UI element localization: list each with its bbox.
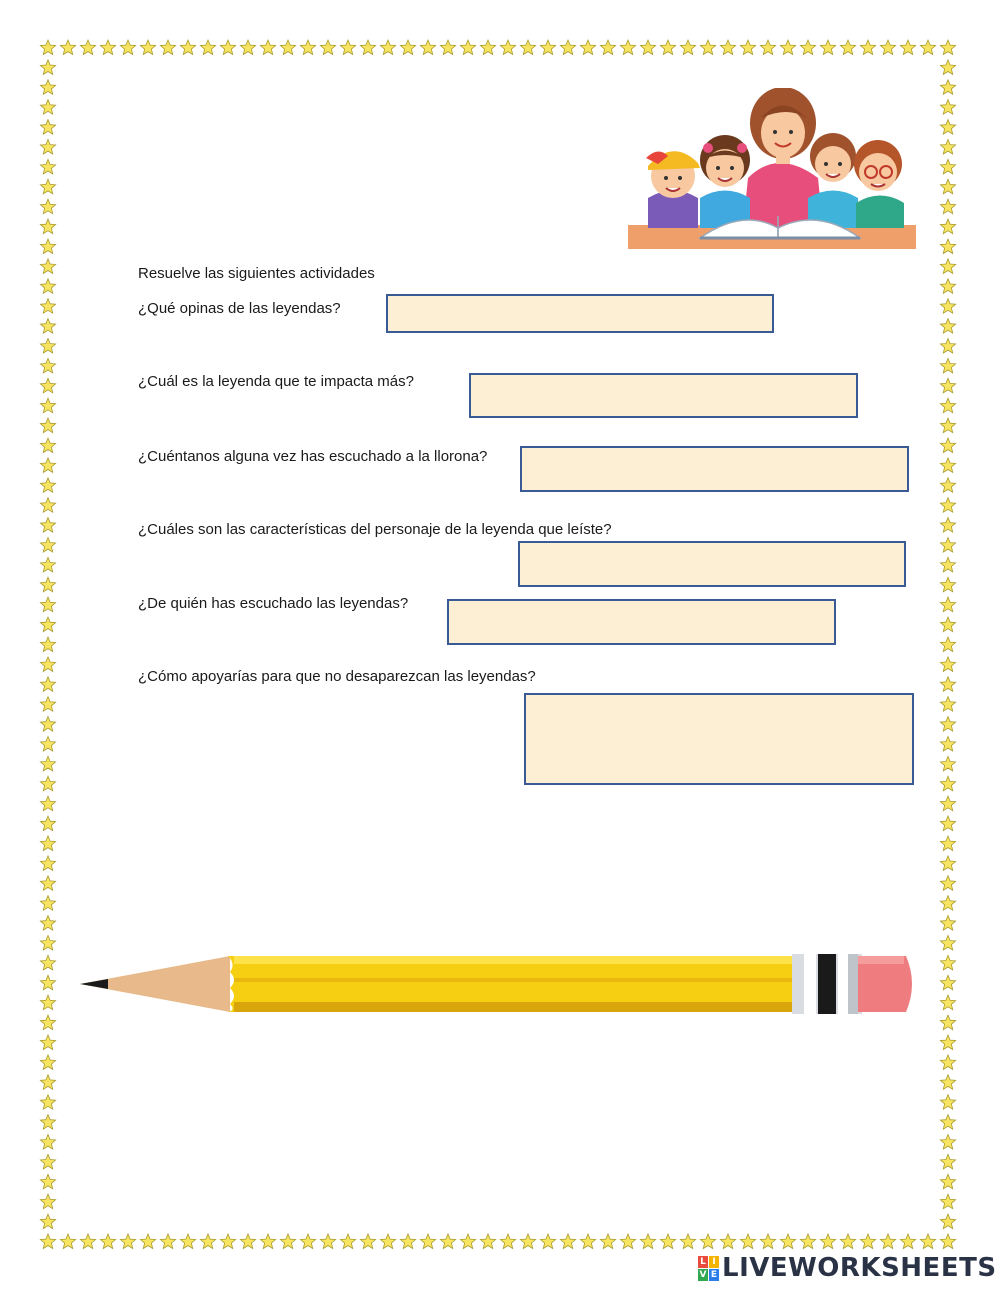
star-icon — [840, 40, 855, 55]
star-icon — [580, 40, 595, 55]
star-icon — [940, 259, 955, 274]
logo-letter-v: V — [699, 1269, 707, 1280]
star-icon — [240, 40, 255, 55]
answer-3-field[interactable] — [520, 446, 909, 492]
star-icon — [940, 199, 955, 214]
star-icon — [540, 1234, 555, 1249]
star-icon — [640, 1234, 655, 1249]
star-icon — [940, 856, 955, 871]
star-icon — [700, 40, 715, 55]
star-icon — [940, 717, 955, 732]
star-icon — [40, 1055, 55, 1070]
star-icon — [40, 100, 55, 115]
star-icon — [940, 1055, 955, 1070]
star-icon — [40, 120, 55, 135]
star-icon — [80, 1234, 95, 1249]
star-icon — [940, 916, 955, 931]
logo-letter-i: I — [709, 1256, 719, 1268]
star-icon — [940, 657, 955, 672]
star-icon — [940, 358, 955, 373]
star-icon — [40, 796, 55, 811]
question-5-label: ¿De quién has escuchado las leyendas? — [138, 595, 409, 612]
star-icon — [40, 80, 55, 95]
star-icon — [40, 438, 55, 453]
child-glasses-figure — [854, 140, 904, 228]
star-icon — [600, 40, 615, 55]
star-icon — [40, 1194, 55, 1209]
star-icon — [940, 279, 955, 294]
star-icon — [940, 776, 955, 791]
star-icon — [40, 916, 55, 931]
star-icon — [780, 40, 795, 55]
star-icon — [940, 40, 955, 55]
star-icon — [40, 677, 55, 692]
star-icon — [940, 219, 955, 234]
question-3-label: ¿Cuéntanos alguna vez has escuchado a la llorona? — [138, 448, 488, 465]
star-icon — [800, 40, 815, 55]
star-icon — [300, 40, 315, 55]
star-icon — [940, 120, 955, 135]
star-icon — [940, 1194, 955, 1209]
answer-6-field[interactable] — [524, 693, 914, 785]
star-icon — [400, 1234, 415, 1249]
star-icon — [440, 40, 455, 55]
star-icon — [40, 756, 55, 771]
star-icon — [120, 40, 135, 55]
star-icon — [940, 677, 955, 692]
star-icon — [560, 1234, 575, 1249]
star-icon — [100, 1234, 115, 1249]
star-icon — [940, 936, 955, 951]
star-icon — [760, 40, 775, 55]
star-icon — [340, 1234, 355, 1249]
star-icon — [680, 1234, 695, 1249]
star-icon — [260, 40, 275, 55]
answer-1-field[interactable] — [386, 294, 774, 333]
star-icon — [40, 219, 55, 234]
star-icon — [620, 1234, 635, 1249]
star-icon — [940, 478, 955, 493]
star-icon — [620, 40, 635, 55]
star-icon — [280, 40, 295, 55]
star-icon — [740, 40, 755, 55]
star-icon — [40, 936, 55, 951]
star-icon — [40, 199, 55, 214]
star-icon — [40, 1035, 55, 1050]
star-icon — [940, 378, 955, 393]
star-icon — [140, 40, 155, 55]
star-icon — [600, 1234, 615, 1249]
teacher-children-reading-illustration — [628, 88, 918, 250]
star-icon — [420, 40, 435, 55]
star-icon — [40, 955, 55, 970]
star-icon — [940, 498, 955, 513]
star-icon — [120, 1234, 135, 1249]
star-icon — [940, 299, 955, 314]
liveworksheets-logo[interactable] — [698, 1255, 997, 1281]
star-icon — [720, 1234, 735, 1249]
logo-letter-l: L — [698, 1256, 708, 1268]
star-icon — [940, 896, 955, 911]
pencil-icon — [78, 952, 920, 1018]
logo-letter-e: E — [710, 1269, 718, 1280]
question-1-label: ¿Qué opinas de las leyendas? — [138, 300, 341, 317]
star-icon — [40, 1015, 55, 1030]
star-icon — [40, 577, 55, 592]
star-icon — [40, 538, 55, 553]
star-icon — [40, 378, 55, 393]
star-icon — [40, 60, 55, 75]
star-icon — [60, 40, 75, 55]
star-icon — [400, 40, 415, 55]
star-icon — [860, 1234, 875, 1249]
star-icon — [40, 140, 55, 155]
star-icon — [40, 1174, 55, 1189]
answer-5-field[interactable] — [447, 599, 836, 645]
star-icon — [40, 319, 55, 334]
star-icon — [940, 140, 955, 155]
logo-mark-icon — [698, 1256, 719, 1281]
star-icon — [40, 339, 55, 354]
star-icon — [940, 1174, 955, 1189]
star-icon — [940, 756, 955, 771]
star-icon — [940, 1135, 955, 1150]
star-icon — [380, 1234, 395, 1249]
star-icon — [40, 458, 55, 473]
star-icon — [780, 1234, 795, 1249]
star-icon — [500, 1234, 515, 1249]
star-icon — [40, 179, 55, 194]
star-icon — [940, 955, 955, 970]
star-icon — [940, 339, 955, 354]
star-icon — [740, 1234, 755, 1249]
star-icon — [40, 259, 55, 274]
star-icon — [940, 100, 955, 115]
star-icon — [460, 40, 475, 55]
star-icon — [40, 776, 55, 791]
star-icon — [940, 239, 955, 254]
star-icon — [340, 40, 355, 55]
star-icon — [840, 1234, 855, 1249]
star-icon — [940, 159, 955, 174]
star-icon — [680, 40, 695, 55]
star-icon — [40, 1075, 55, 1090]
star-icon — [940, 418, 955, 433]
star-icon — [40, 876, 55, 891]
star-icon — [40, 478, 55, 493]
star-icon — [880, 1234, 895, 1249]
star-icon — [40, 279, 55, 294]
star-icon — [180, 1234, 195, 1249]
star-icon — [940, 737, 955, 752]
star-icon — [40, 637, 55, 652]
star-icon — [80, 40, 95, 55]
star-icon — [40, 737, 55, 752]
star-icon — [40, 717, 55, 732]
star-icon — [40, 975, 55, 990]
star-icon — [220, 40, 235, 55]
star-icon — [40, 816, 55, 831]
star-icon — [540, 40, 555, 55]
question-6-label: ¿Cómo apoyarías para que no desaparezcan las leyendas? — [138, 668, 536, 685]
star-icon — [480, 40, 495, 55]
star-icon — [820, 40, 835, 55]
star-icon — [940, 1214, 955, 1229]
star-icon — [940, 637, 955, 652]
star-icon — [40, 657, 55, 672]
answer-2-field[interactable] — [469, 373, 858, 418]
star-icon — [760, 1234, 775, 1249]
star-icon — [160, 40, 175, 55]
star-icon — [40, 358, 55, 373]
star-icon — [40, 557, 55, 572]
star-icon — [860, 40, 875, 55]
star-icon — [40, 1115, 55, 1130]
star-icon — [320, 1234, 335, 1249]
star-icon — [520, 1234, 535, 1249]
star-icon — [40, 159, 55, 174]
instructions-text: Resuelve las siguientes actividades — [138, 265, 375, 282]
star-icon — [160, 1234, 175, 1249]
star-icon — [140, 1234, 155, 1249]
star-icon — [940, 518, 955, 533]
star-icon — [800, 1234, 815, 1249]
star-icon — [940, 876, 955, 891]
star-icon — [940, 816, 955, 831]
star-icon — [100, 40, 115, 55]
star-icon — [240, 1234, 255, 1249]
star-icon — [40, 398, 55, 413]
star-icon — [40, 1214, 55, 1229]
star-icon — [40, 518, 55, 533]
star-icon — [940, 836, 955, 851]
star-icon — [200, 1234, 215, 1249]
star-icon — [380, 40, 395, 55]
star-icon — [660, 40, 675, 55]
star-icon — [940, 617, 955, 632]
star-icon — [40, 1154, 55, 1169]
star-icon — [940, 1015, 955, 1030]
star-icon — [940, 458, 955, 473]
star-icon — [660, 1234, 675, 1249]
star-icon — [580, 1234, 595, 1249]
star-icon — [940, 1075, 955, 1090]
star-icon — [40, 498, 55, 513]
star-icon — [440, 1234, 455, 1249]
star-icon — [40, 1095, 55, 1110]
star-icon — [180, 40, 195, 55]
star-icon — [40, 1234, 55, 1249]
star-icon — [940, 179, 955, 194]
star-icon — [460, 1234, 475, 1249]
star-icon — [500, 40, 515, 55]
question-2-label: ¿Cuál es la leyenda que te impacta más? — [138, 373, 414, 390]
star-icon — [220, 1234, 235, 1249]
star-icon — [40, 995, 55, 1010]
star-icon — [300, 1234, 315, 1249]
answer-4-field[interactable] — [518, 541, 906, 587]
star-icon — [940, 60, 955, 75]
star-icon — [900, 40, 915, 55]
star-icon — [940, 438, 955, 453]
star-icon — [820, 1234, 835, 1249]
star-icon — [940, 577, 955, 592]
star-icon — [40, 597, 55, 612]
star-icon — [940, 398, 955, 413]
star-icon — [40, 896, 55, 911]
star-icon — [700, 1234, 715, 1249]
star-icon — [200, 40, 215, 55]
star-icon — [360, 40, 375, 55]
star-icon — [940, 1035, 955, 1050]
star-icon — [260, 1234, 275, 1249]
star-icon — [520, 40, 535, 55]
star-icon — [40, 617, 55, 632]
star-icon — [60, 1234, 75, 1249]
star-icon — [940, 1095, 955, 1110]
star-icon — [40, 1135, 55, 1150]
star-icon — [720, 40, 735, 55]
star-icon — [320, 40, 335, 55]
child-cap-figure — [646, 151, 700, 228]
star-icon — [940, 1154, 955, 1169]
star-icon — [940, 995, 955, 1010]
star-icon — [560, 40, 575, 55]
child-girl-figure — [700, 135, 750, 228]
star-icon — [940, 597, 955, 612]
question-4-label: ¿Cuáles son las características del personaje de la leyenda que leíste? — [138, 521, 612, 538]
star-icon — [640, 40, 655, 55]
star-icon — [940, 80, 955, 95]
star-icon — [940, 796, 955, 811]
star-icon — [940, 1234, 955, 1249]
star-icon — [40, 418, 55, 433]
star-icon — [480, 1234, 495, 1249]
star-icon — [940, 319, 955, 334]
star-icon — [940, 538, 955, 553]
star-icon — [40, 697, 55, 712]
star-icon — [40, 239, 55, 254]
star-icon — [880, 40, 895, 55]
brand-text: LIVEWORKSHEETS — [722, 1253, 997, 1283]
star-icon — [940, 557, 955, 572]
star-icon — [40, 856, 55, 871]
star-icon — [900, 1234, 915, 1249]
star-icon — [40, 836, 55, 851]
star-icon — [280, 1234, 295, 1249]
star-icon — [920, 1234, 935, 1249]
star-icon — [420, 1234, 435, 1249]
star-icon — [940, 975, 955, 990]
star-icon — [920, 40, 935, 55]
star-icon — [940, 697, 955, 712]
star-icon — [360, 1234, 375, 1249]
star-icon — [940, 1115, 955, 1130]
star-icon — [40, 299, 55, 314]
star-icon — [40, 40, 55, 55]
